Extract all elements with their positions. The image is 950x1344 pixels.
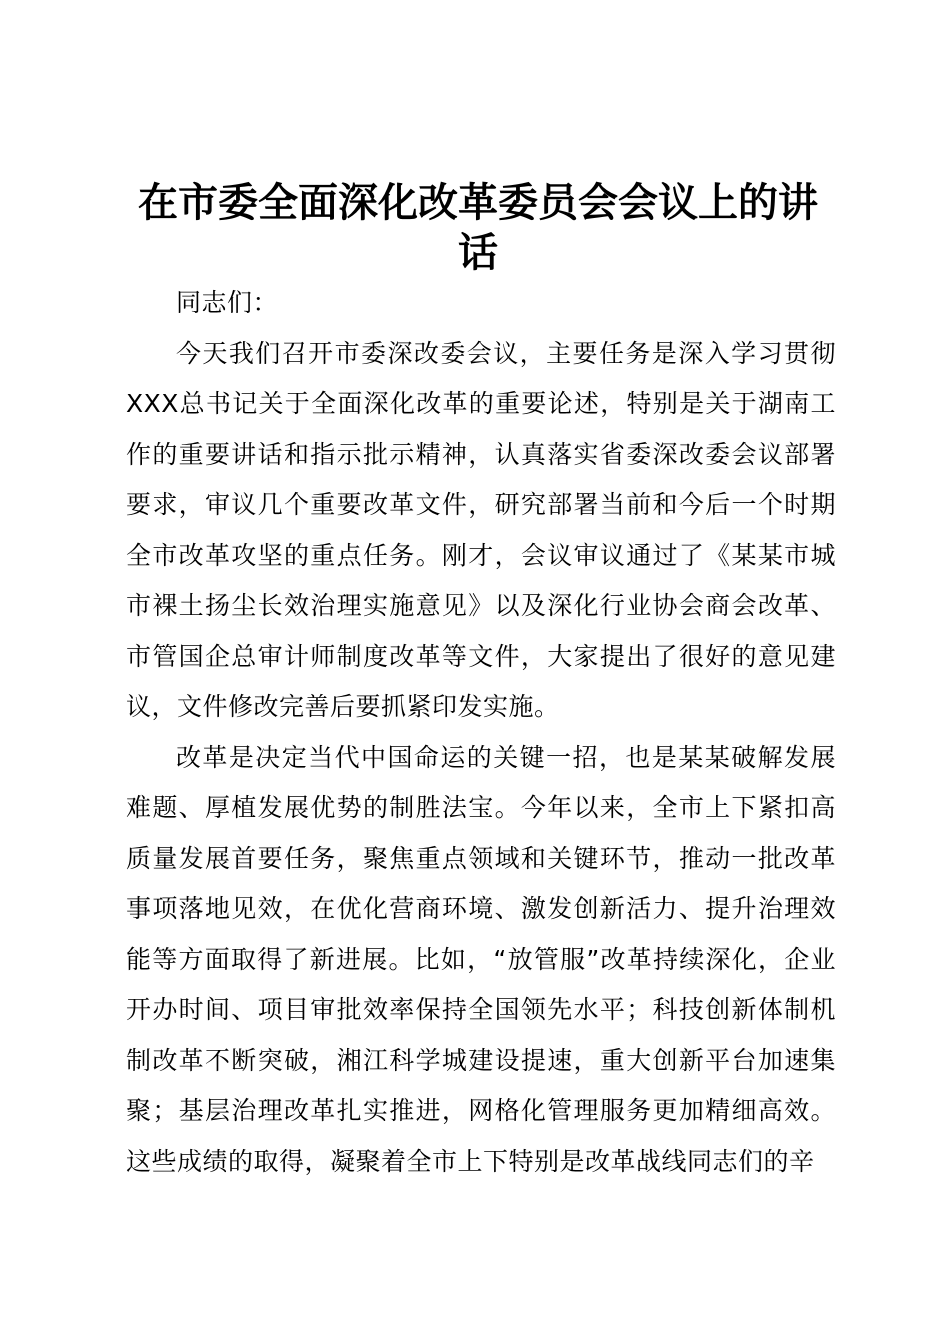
document-body [126,278,836,1187]
paragraph-2: 改革是决定当代中国命运的关键一招，也是某某破解发展难题、厚植发展优势的制胜法宝。今年以来，全市上下紧扣高质量发展首要任务，聚焦重点领域和关键环节，推动一批改革事项落地见效，在优化营商环境、激发创新活力、提升治理效能等方面取得了新进展。比如，“放管服”改革持续深化，企业开办时间、项目审批效率保持全国领先水平；科技创新体制机制改革不断突破，湘江科学城建设提速，重大创新平台加速集聚；基层治理改革扎实推进，网格化管理服务更加精细高效。这些成绩的取得，凝聚着全市上下特别是改革战线同志们的辛 [126,742,836,1176]
greeting: 同志们： [176,288,279,317]
paragraph-1: 今天我们召开市委深改委会议，主要任务是深入学习贯彻XXX总书记关于全面深化改革的重要论述，特别是关于湖南工作的重要讲话和指示批示精神，认真落实省委深改委会议部署要求，审议几个重要改革文件，研究部署当前和今后一个时期全市改革攻坚的重点任务。刚才，会议审议通过了《某某市城市裸土扬尘长效治理实施意见》以及深化行业协会商会改革、市管国企总审计师制度改革等文件，大家提出了很好的意见建议，文件修改完善后要抓紧印发实施。 [126,338,836,721]
document-title: 在市委全面深化改革委员会会议上的讲话 [138,179,818,276]
